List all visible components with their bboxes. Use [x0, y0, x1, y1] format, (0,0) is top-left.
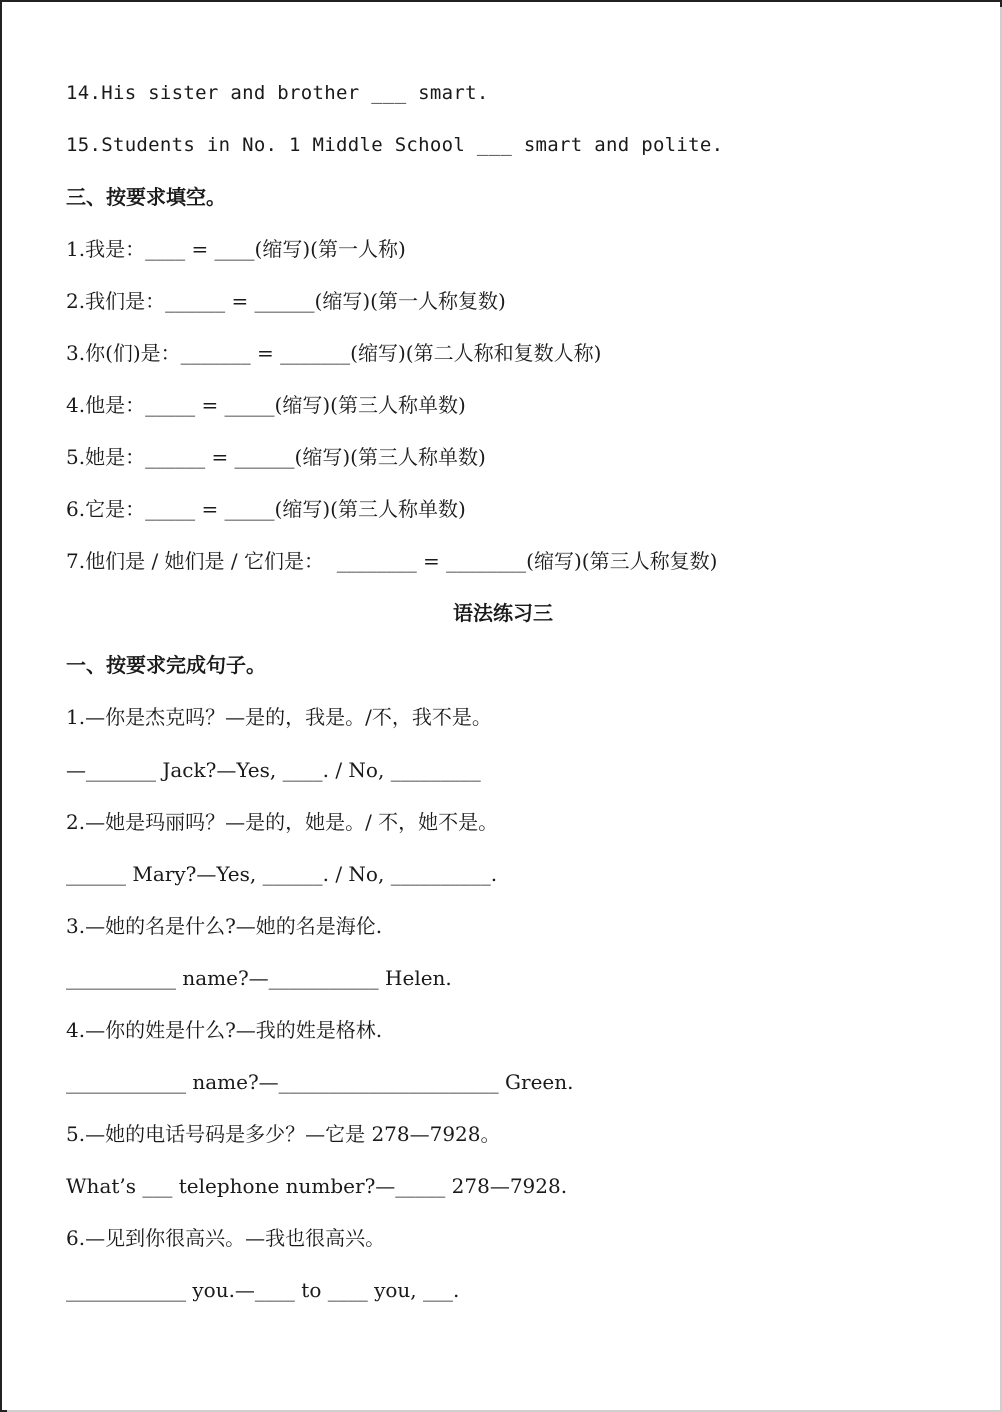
sentence-prompt-4: 4.—你的姓是什么?—我的姓是格林. — [66, 1018, 383, 1042]
sentence-prompt-3: 3.—她的名是什么?—她的名是海伦. — [66, 914, 383, 938]
grammar-exercise-title: 语法练习三 — [453, 601, 553, 625]
exercise-line-14: 14.His sister and brother ___ smart. — [66, 82, 489, 104]
fill-item-1: 1.我是：____ = ____(缩写)(第一人称) — [66, 237, 406, 261]
sentence-answer-6: ____________ you.—____ to ____ you, ___. — [66, 1278, 460, 1302]
sentence-answer-4: ____________ name?—______________________ Green. — [66, 1070, 574, 1094]
sentence-prompt-1: 1.—你是杰克吗？—是的，我是。/不，我不是。 — [66, 705, 492, 729]
fill-item-2: 2.我们是：______ = ______(缩写)(第一人称复数) — [66, 289, 506, 313]
sentence-answer-2: ______ Mary?—Yes, ______. / No, __________. — [66, 862, 498, 886]
fill-item-4: 4.他是：_____ = _____(缩写)(第三人称单数) — [66, 393, 466, 417]
fill-item-3: 3.你(们)是：_______ = _______(缩写)(第二人称和复数人称) — [66, 341, 602, 365]
fill-item-6: 6.它是：_____ = _____(缩写)(第三人称单数) — [66, 497, 466, 521]
sentence-prompt-5: 5.—她的电话号码是多少？—它是 278—7928。 — [66, 1122, 501, 1146]
section-three-heading: 三、按要求填空。 — [66, 185, 226, 209]
sentence-answer-5: What’s ___ telephone number?—_____ 278—7928. — [66, 1174, 568, 1198]
sentence-answer-1: —_______ Jack?—Yes, ____. / No, _________ — [66, 758, 481, 782]
fill-item-7: 7.他们是 / 她们是 / 它们是： ________ = ________(缩写)(第三人称复数) — [66, 549, 718, 573]
exercise-line-15: 15.Students in No. 1 Middle School ___ smart and polite. — [66, 134, 724, 156]
sentence-answer-3: ___________ name?—___________ Helen. — [66, 966, 452, 990]
sentence-prompt-2: 2.—她是玛丽吗？—是的，她是。/ 不，她不是。 — [66, 810, 499, 834]
fill-item-5: 5.她是：______ = ______(缩写)(第三人称单数) — [66, 445, 486, 469]
sentence-prompt-6: 6.—见到你很高兴。—我也很高兴。 — [66, 1226, 386, 1250]
section-one-heading: 一、按要求完成句子。 — [66, 653, 266, 677]
